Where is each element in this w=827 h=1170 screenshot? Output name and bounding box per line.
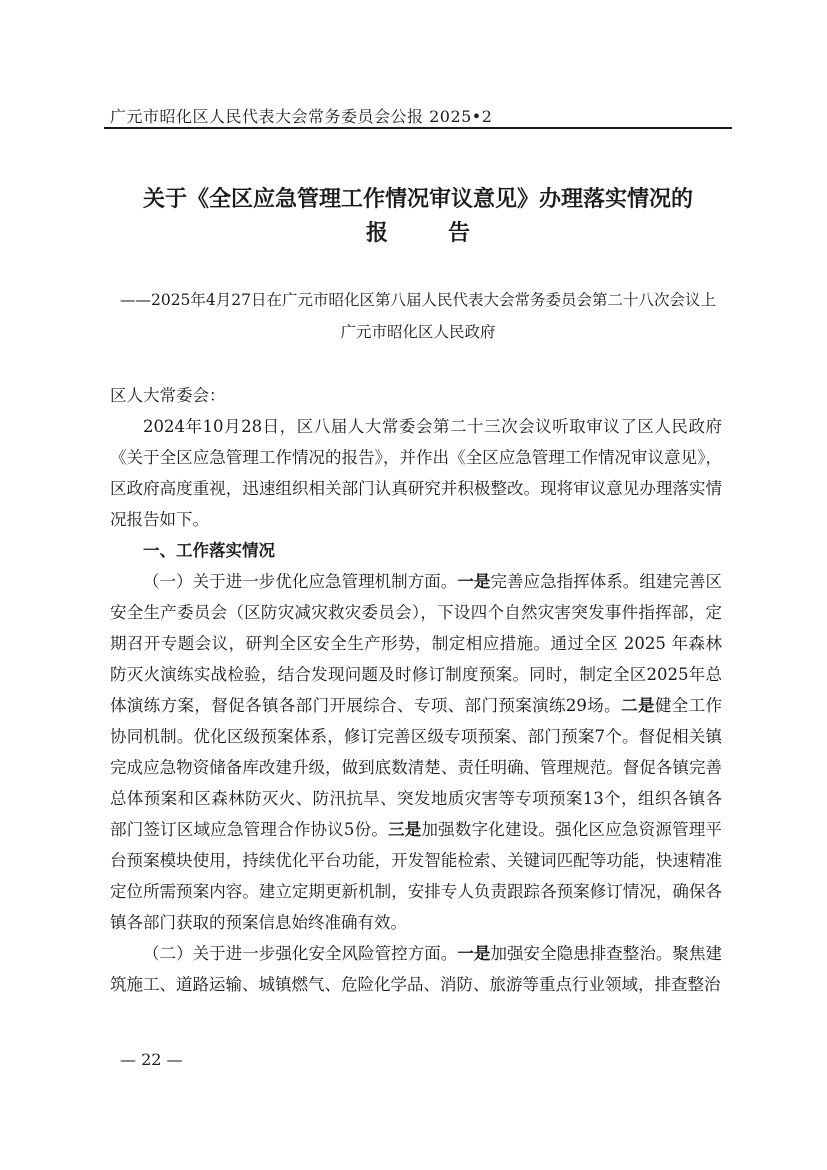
document-body: [110, 380, 722, 1000]
p2-text-1: 加强安全隐患排查整治。聚焦建筑施工、道路运输、城镇燃气、危险化学品、消防、旅游等重点行业领域，排查整治: [110, 944, 723, 994]
author-subtitle: 广元市昭化区人民政府: [340, 323, 496, 341]
title-char-2: 告: [448, 220, 471, 246]
report-title-line2: [104, 216, 732, 247]
p1-text-1: 完善应急指挥体系。组建完善区安全生产委员会（区防灾减灾救灾委员会），下设四个自然灾害突发事件指挥部，定期召开专题会议，研判全区安全生产形势，制定相应措施。通过全区 2025 年森林防灭火演练实战检验，结合发现问题及时修订制度预案。同时，制定全区2025年总体演练方案，督促各镇各部门开展综合、专项、部门预案演练29场。: [110, 572, 723, 715]
p1-point-3: 三是: [388, 820, 422, 839]
paragraph-1: [110, 566, 722, 938]
report-title-line1: 关于《全区应急管理工作情况审议意见》办理落实情况的: [142, 186, 693, 212]
paragraph-2: [110, 938, 722, 1000]
header-rule: [104, 127, 732, 129]
p1-text-2: 健全工作协同机制。优化区级预案体系，修订完善区级专项预案、部门预案7个。督促相关镇完成应急物资储备库改建升级，做到底数清楚、责任明确、管理规范。督促各镇完善总体预案和区森林防灭火、防汛抗旱、突发地质灾害等专项预案13个，组织各镇各部门签订区域应急管理合作协议5份。: [110, 696, 723, 839]
section-heading: 一、工作落实情况: [143, 541, 275, 560]
p2-lead: （二）关于进一步强化安全风险管控方面。: [143, 944, 458, 963]
p1-text-3: 加强数字化建设。强化区应急资源管理平台预案模块使用，持续优化平台功能，开发智能检索、关键词匹配等功能，快速精准定位所需预案内容。建立定期更新机制，安排专人负责跟踪各预案修订情况，确保各镇各部门获取的预案信息始终准确有效。: [110, 820, 723, 932]
intro-paragraph: 2024年10月28日，区八届人大常委会第二十三次会议听取审议了区人民政府《关于全区应急管理工作情况的报告》，并作出《全区应急管理工作情况审议意见》，区政府高度重视，迅速组织相关部门认真研究并积极整改。现将审议意见办理落实情况报告如下。: [110, 417, 722, 529]
p1-lead: （一）关于进一步优化应急管理机制方面。: [143, 572, 458, 591]
running-header: 广元市昭化区人民代表大会常务委员会公报 2025•2: [110, 107, 493, 126]
title-char-1: 报: [365, 220, 388, 246]
salutation: 区人大常委会：: [110, 386, 226, 405]
p2-point-1: 一是: [457, 944, 491, 963]
p1-point-1: 一是: [457, 572, 491, 591]
p1-point-2: 二是: [621, 696, 655, 715]
meeting-subtitle: ——2025年4月27日在广元市昭化区第八届人民代表大会常务委员会第二十八次会议上: [119, 291, 717, 309]
page-number: — 22 —: [120, 1050, 183, 1069]
